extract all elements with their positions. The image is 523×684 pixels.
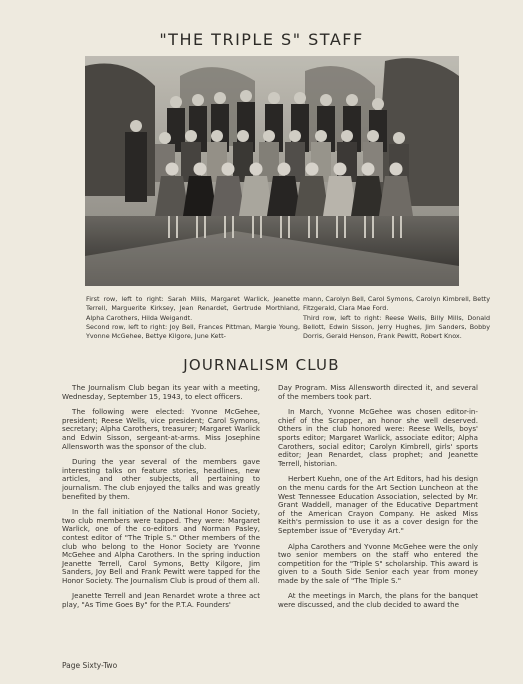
article-paragraph: Jeanette Terrell and Jean Renardet wrote a three act play, "As Time Goes By" for the P.T.A. Founders' xyxy=(62,591,260,610)
caption-paragraph: Second row, left to right: Joy Bell, Frances Pittman, Margie Young, Yvonne McGehee, Bettye Kilgore, June Kett- xyxy=(86,322,300,341)
photo-caption-right xyxy=(303,295,490,341)
staff-title: "THE TRIPLE S" STAFF xyxy=(159,30,364,49)
caption-paragraph: Third row, left to right: Reese Wells, Billy Mills, Donald Bellott, Edwin Sisson, Jerry Hughes, Jim Sanders, Bobby Dorris, Gerald Henson, Frank Pewitt, Robert Knox. xyxy=(303,313,490,341)
journalism-club-heading: JOURNALISM CLUB xyxy=(183,356,340,374)
article-paragraph: The following were elected: Yvonne McGehee, president; Reese Wells, vice president; Carol Symons, secretary; Alpha Carothers, treasurer; Margaret Warlick and Edwin Sisson, sergeant-at-arms. Miss Josephine Allensworth was the sponsor of the club. xyxy=(62,407,260,451)
article-paragraph: In March, Yvonne McGehee was chosen editor-in-chief of the Scrapper, an honor she well deserved. Others in the club honored were: Reese Wells, boys' sports editor; Margaret Warlick, associate editor; Alpha Carothers, social editor; Carolyn Kimbrell, girls' sports editor; Jean Renardet, class prophet; and Jeanette Terrell, historian. xyxy=(278,407,478,468)
article-column-right xyxy=(278,384,478,617)
article-paragraph: Herbert Kuehn, one of the Art Editors, had his design on the menu cards for the Art Section Luncheon at the West Tennessee Education Association, selected by Mr. Grant Waddell, manager of the Educative Department of the American Crayon Company. He asked Miss Keith's permission to use it as a cover design for the September issue of "Everyday Art." xyxy=(278,474,478,535)
article-paragraph: The Journalism Club began its year with a meeting, Wednesday, September 15, 1943, to elect officers. xyxy=(62,383,260,401)
article-paragraph: In the fall initiation of the National Honor Society, two club members were tapped. They were: Margaret Warlick, one of the co-editors and Norman Pasley, contest editor of "The Triple S." Other members of the club who belong to the Honor Society are Yvonne McGehee and Alpha Carothers. In the spring induction Jeanette Terrell, Carol Symons, Betty Kilgore, Jim Sanders, Joy Bell and Frank Pewitt were tapped for the Honor Society. The Journalism Club is proud of them all. xyxy=(62,507,260,585)
staff-group-photo xyxy=(85,56,459,286)
caption-paragraph: First row, left to right: Sarah Mills, Margaret Warlick, Jeanette Terrell, Marguerite Kirksey, Jean Renardet, Gertrude Morthland, Alpha Carothers, Hilda Weigandt. xyxy=(86,295,300,322)
caption-paragraph: mann, Carolyn Bell, Carol Symons, Carolyn Kimbrell, Betty Fitzgerald, Clara Mae Ford. xyxy=(303,295,490,313)
photo-caption-left xyxy=(86,295,300,341)
article-paragraph: Day Program. Miss Allensworth directed it, and several of the members took part. xyxy=(278,383,478,401)
article-paragraph: At the meetings in March, the plans for the banquet were discussed, and the club decided to award the xyxy=(278,591,478,610)
article-paragraph: Alpha Carothers and Yvonne McGehee were the only two senior members on the staff who entered the competition for the "Triple S" scholarship. This award is given to a South Side Senior each year from money made by the sale of "The Triple S." xyxy=(278,541,478,585)
article-column-left xyxy=(62,384,260,617)
article-paragraph: During the year several of the members gave interesting talks on feature stories, headlines, new articles, and other subjects, all pertaining to journalism. The club enjoyed the talks and was greatly benefited by them. xyxy=(62,457,260,501)
page-number: Page Sixty-Two xyxy=(62,661,118,670)
